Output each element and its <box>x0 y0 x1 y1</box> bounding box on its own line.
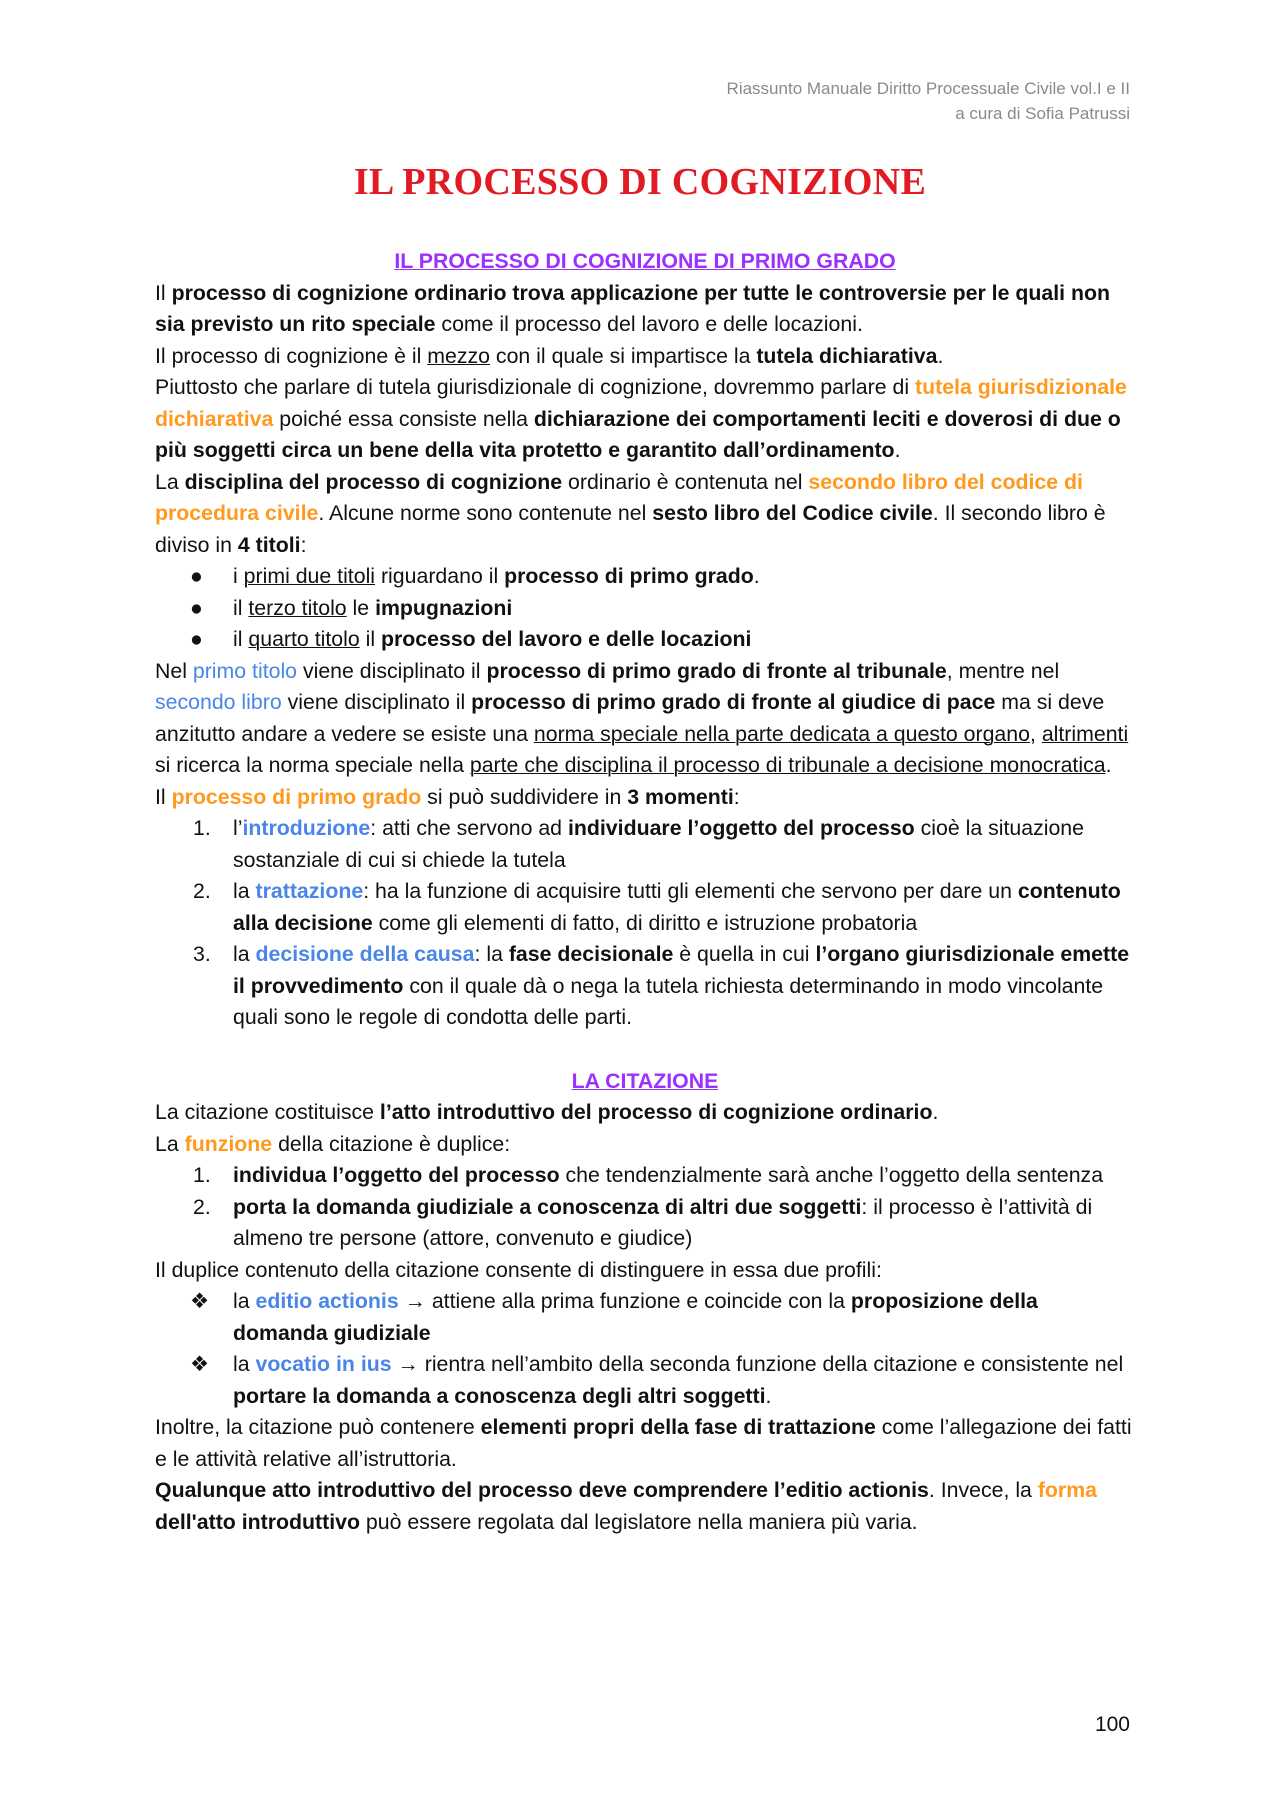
paragraph-funzione: La funzione della citazione è duplice: <box>155 1131 511 1156</box>
bullet-icon: ● <box>190 627 203 651</box>
page-number: 100 <box>1094 1713 1130 1736</box>
list-number: 2. <box>193 1194 211 1219</box>
list-item: 2. la trattazione: ha la funzione di acquisire tutti gli elementi che servono per dare un contenuto alla decisione come gli elementi di fatto, di diritto e istruzione probatoria <box>155 876 1135 939</box>
document-body <box>155 246 1135 1538</box>
paragraph-disciplina: La disciplina del processo di cognizione ordinario è contenuta nel secondo libro del codice di procedura civile. Alcune norme sono contenute nel sesto libro del Codice civile. Il secondo libro è diviso in 4 titoli: <box>155 469 1106 557</box>
paragraph-momenti: Il processo di primo grado si può suddividere in 3 momenti: <box>155 784 740 809</box>
list-item: 3. la decisione della causa: la fase decisionale è quella in cui l’organo giurisdizionale emette il provvedimento con il quale dà o nega la tutela richiesta determinando in modo vincolante quali sono le regole di condotta delle parti. <box>155 939 1135 1034</box>
paragraph-ambito: Il processo di cognizione ordinario trova applicazione per tutte le controversie per le quali non sia previsto un rito speciale come il processo del lavoro e delle locazioni. <box>155 280 1111 336</box>
header-line-1: Riassunto Manuale Diritto Processuale Civile vol.I e II <box>726 79 1130 98</box>
list-item: ● il quarto titolo il processo del lavoro e delle locazioni <box>155 624 1135 656</box>
section-heading-primo-grado: IL PROCESSO DI COGNIZIONE DI PRIMO GRADO <box>394 249 896 273</box>
diamond-bullet-icon: ❖ <box>190 1289 210 1313</box>
funzioni-numbered-list <box>155 1160 1135 1255</box>
paragraph-mezzo: Il processo di cognizione è il mezzo con il quale si impartisce la tutela dichiarativa. <box>155 343 944 368</box>
list-number: 2. <box>193 879 211 903</box>
list-item: 2. porta la domanda giudiziale a conoscenza di altri due soggetti: il processo è l’attività di almeno tre persone (attore, convenuto e giudice) <box>155 1192 1135 1255</box>
bullet-icon: ● <box>190 564 203 588</box>
paragraph-trattazione: Inoltre, la citazione può contenere elementi propri della fase di trattazione come l’allegazione dei fatti e le attività relative all’istruttoria. <box>155 1415 1132 1471</box>
list-number: 1. <box>193 816 211 840</box>
paragraph-editio-actionis: Qualunque atto introduttivo del processo deve comprendere l’editio actionis. Invece, la forma dell'atto introduttivo può essere regolata dal legislatore nella maniera più varia. <box>155 1478 1097 1534</box>
header-line-2: a cura di Sofia Patrussi <box>955 104 1130 123</box>
bullet-icon: ● <box>190 595 203 620</box>
running-header <box>727 76 1130 126</box>
list-number: 1. <box>193 1163 211 1187</box>
paragraph-atto-introduttivo: La citazione costituisce l’atto introduttivo del processo di cognizione ordinario. <box>155 1100 939 1124</box>
paragraph-tutela: Piuttosto che parlare di tutela giurisdizionale di cognizione, dovremmo parlare di tutela giurisdizionale dichiarativa poiché essa consiste nella dichiarazione dei comportamenti leciti e doverosi di due o più soggetti circa un bene della vita protetto e garantito dall’ordinamento. <box>155 375 1127 462</box>
list-item: 1. individua l’oggetto del processo che tendenzialmente sarà anche l’oggetto della sentenza <box>155 1160 1135 1192</box>
list-number: 3. <box>193 942 211 966</box>
list-item: 1. l’introduzione: atti che servono ad individuare l’oggetto del processo cioè la situazione sostanziale di cui si chiede la tutela <box>155 813 1135 876</box>
section-spacer <box>155 1034 1135 1066</box>
list-item: ● i primi due titoli riguardano il processo di primo grado. <box>155 561 1135 593</box>
paragraph-profili: Il duplice contenuto della citazione consente di distinguere in essa due profili: <box>155 1257 882 1282</box>
profili-bullet-list <box>155 1286 1135 1412</box>
list-item: ❖ la vocatio in ius → rientra nell’ambito della seconda funzione della citazione e consistente nel portare la domanda a conoscenza degli altri soggetti. <box>155 1349 1135 1412</box>
page-title: IL PROCESSO DI COGNIZIONE <box>353 161 927 203</box>
diamond-bullet-icon: ❖ <box>190 1352 210 1376</box>
momenti-numbered-list <box>155 813 1135 1034</box>
section-heading-citazione: LA CITAZIONE <box>571 1068 719 1093</box>
titoli-bullet-list <box>155 561 1135 656</box>
list-item: ● il terzo titolo le impugnazioni <box>155 593 1135 625</box>
paragraph-primo-titolo: Nel primo titolo viene disciplinato il processo di primo grado di fronte al tribunale, mentre nel secondo libro viene disciplinato il processo di primo grado di fronte al giudice di pace ma si deve anzitutto andare a vedere se esiste una norma speciale nella parte dedicata a questo organo, altrimenti si ricerca la norma speciale nella parte che disciplina il processo di tribunale a decisione monocratica. <box>155 658 1129 777</box>
list-item: ❖ la editio actionis → attiene alla prima funzione e coincide con la proposizione della domanda giudiziale <box>155 1286 1135 1349</box>
